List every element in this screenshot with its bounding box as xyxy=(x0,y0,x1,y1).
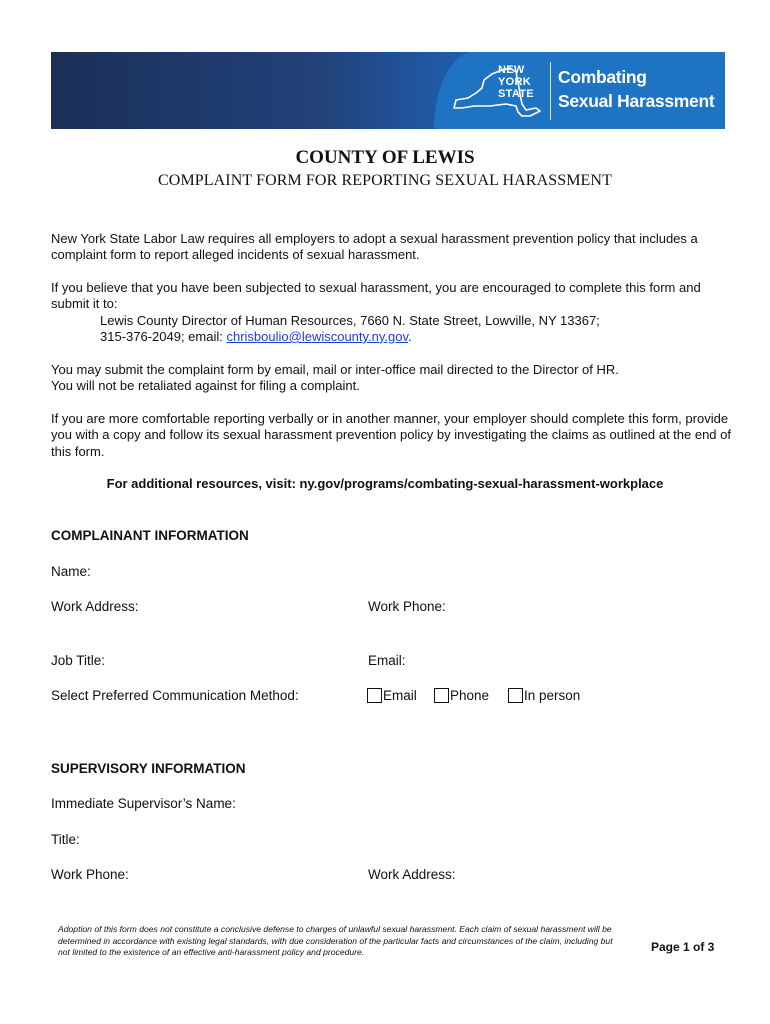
supervisor-work-phone-label: Work Phone: xyxy=(51,867,129,882)
work-phone-label: Work Phone: xyxy=(368,599,446,614)
supervisor-work-address-label: Work Address: xyxy=(368,867,456,882)
hr-contact xyxy=(51,329,741,345)
campaign-title xyxy=(558,65,714,113)
hr-email-link[interactable]: chrisboulio@lewiscounty.ny.gov xyxy=(226,328,409,344)
supervisory-heading: SUPERVISORY INFORMATION xyxy=(51,761,246,776)
option-phone[interactable] xyxy=(434,688,489,703)
option-phone-label: Phone xyxy=(450,688,490,703)
intro-paragraph-2 xyxy=(51,280,741,345)
page-number: Page 1 of 3 xyxy=(651,940,715,954)
option-in-person[interactable] xyxy=(508,688,580,703)
option-email-label: Email xyxy=(383,688,417,703)
email-checkbox[interactable] xyxy=(367,688,382,703)
option-in-person-label: In person xyxy=(524,688,581,703)
in-person-checkbox[interactable] xyxy=(508,688,523,703)
banner-divider xyxy=(550,62,551,120)
legal-disclaimer: Adoption of this form does not constitute a conclusive defense to charges of unlawful sexual harassment. Each claim of sexual harassment will be determined in accordance with existing legal standards, with due consideration of the particular facts and circumstances of the claim, including but not limited to the existence of an effective anti-harassment policy and procedure. xyxy=(58,924,613,957)
intro-paragraph-4: If you are more comfortable reporting verbally or in another manner, your employer should complete this form, provide you with a copy and follow its sexual harassment prevention policy by investigating the claims as outlined at the end of this form. xyxy=(51,411,731,459)
work-address-label: Work Address: xyxy=(51,599,139,614)
nys-line-1: NEW xyxy=(498,64,525,76)
job-title-label: Job Title: xyxy=(51,653,106,668)
county-title: COUNTY OF LEWIS xyxy=(295,147,475,168)
intro-paragraph-1: New York State Labor Law requires all employers to adopt a sexual harassment prevention policy that includes a complaint form to report alleged incidents of sexual harassment. xyxy=(51,231,698,263)
resources-link-text: For additional resources, visit: ny.gov/programs/combating-sexual-harassment-workplace xyxy=(106,476,664,491)
no-retaliation-text: You will not be retaliated against for filing a complaint. xyxy=(51,378,360,394)
complainant-heading: COMPLAINANT INFORMATION xyxy=(51,528,249,543)
form-subtitle: COMPLAINT FORM FOR REPORTING SEXUAL HARASSMENT xyxy=(158,172,612,189)
supervisor-title-label: Title: xyxy=(51,832,80,847)
option-email[interactable] xyxy=(367,688,417,703)
submit-lead-text: If you believe that you have been subjected to sexual harassment, you are encouraged to complete this form and submit it to: xyxy=(51,280,701,312)
hr-contact-end: . xyxy=(408,328,412,344)
name-label: Name: xyxy=(51,564,91,579)
brand-line-2: Sexual Harassment xyxy=(558,91,715,111)
nys-line-2: YORK xyxy=(498,76,531,88)
nys-line-3: STATE xyxy=(498,88,534,100)
hr-phone: 315-376-2049; email: xyxy=(100,328,227,344)
brand-line-1: Combating xyxy=(558,67,647,87)
phone-checkbox[interactable] xyxy=(434,688,449,703)
nys-logo-text xyxy=(498,64,534,100)
intro-paragraph-3 xyxy=(51,362,741,395)
hr-address: Lewis County Director of Human Resources, 7660 N. State Street, Lowville, NY 13367; xyxy=(100,312,600,328)
preferred-method-label: Select Preferred Communication Method: xyxy=(51,688,299,703)
supervisor-name-label: Immediate Supervisor’s Name: xyxy=(51,796,236,811)
email-label: Email: xyxy=(368,653,406,668)
nys-banner xyxy=(51,52,725,129)
submission-methods-text: You may submit the complaint form by email, mail or inter-office mail directed to the Director of HR. xyxy=(51,362,619,377)
